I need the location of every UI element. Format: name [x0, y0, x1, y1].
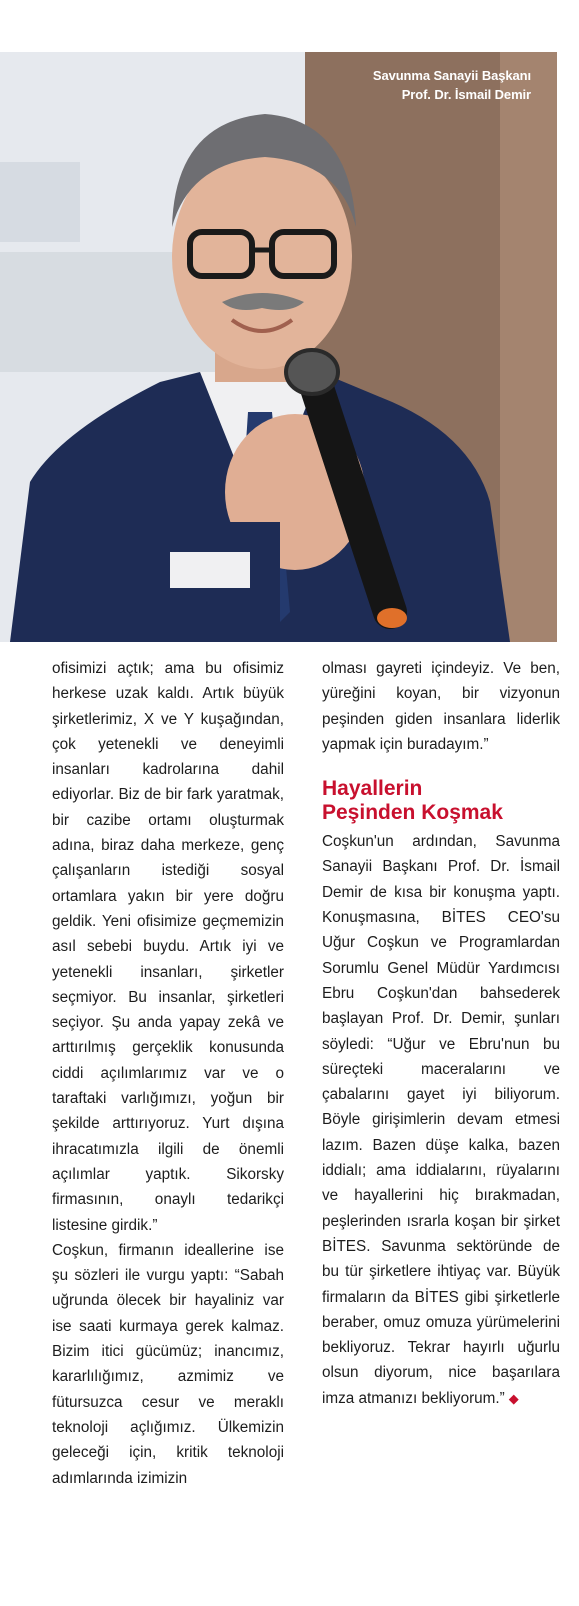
article-paragraph-text: Coşkun'un ardından, Savunma Sanayii Başkanı Prof. Dr. İsmail Demir de kısa bir konuşma yaptı. Konuşmasına, BİTES CEO'su Uğur Coşkun ve Programlardan Sorumlu Genel Müdür Yardımcısı Ebru Coşkun'dan bahsederek başlayan Prof. Dr. Demir, şunları söyledi: “Uğur ve Ebru'nun bu süreçteki maceralarını ve çabalarını gayet iyi biliyorum. Böyle girişimlerin devam etmesi lazım. Bazen düşe kalka, bazen iddialı; ama iddialarını, rüyalarını ve hayallerini hiç bırakmadan, peşlerinden ısrarla koşan bir şirket BİTES. Savunma sektöründe de bu tür şirketlere ihtiyaç var. Büyük firmaların da BİTES gibi şirketlerle beraber, omuz omuza yürümelerini bekliyoruz. Tekrar hayırlı uğurlu olsun diyorum, nice başarılara imza atmanızı bekliyorum.”: [322, 833, 560, 1407]
section-heading: [322, 777, 560, 825]
article-paragraph: olması gayreti içindeyiz. Ve ben, yüreğini koyan, bir vizyonun peşinden giden insanlara liderlik yapmak için buradayım.”: [322, 660, 560, 753]
article-paragraph: [322, 829, 560, 1411]
article-paragraph: ofisimizi açtık; ama bu ofisimiz herkese uzak kaldı. Artık büyük şirketlerimiz, X ve Y kuşağından, çok yetenekli ve deneyimli insanları kadrolarına dahil ediyorlar. Biz de bir fark yaratmak, bir cazibe ortamı oluşturmak adına, biraz daha merkeze, genç çalışanların istediği sosyal ortamlara yakın bir yere doğru geldik. Yeni ofisimize geçmemizin asıl sebebi buydu. Artık iyi ve yetenekli insanları, şirketler seçmiyor. Bu insanlar, şirketleri seçiyor. Şu anda yapay zekâ ve arttırılmış gerçeklik konusunda ciddi açılımlarımız var ve o taraftaki varlığımızı, yoğun bir şekilde arttırıyoruz. Yurt dışına ihracatımızla ilgili de önemli açılımlar yaptık. Sikorsky firmasının, onaylı tedarikçi listesine girdik.”: [52, 660, 284, 1234]
section-heading-line: Peşinden Koşmak: [322, 801, 503, 825]
article-column-left: [52, 656, 284, 1491]
speaker-illustration: [0, 52, 557, 642]
caption-name: Prof. Dr. İsmail Demir: [401, 87, 531, 102]
article-column-right: [322, 656, 560, 1411]
caption-title: Savunma Sanayii Başkanı: [372, 68, 531, 83]
photo-caption: [373, 66, 531, 104]
speaker-photo: [0, 52, 557, 642]
section-heading-line: Hayallerin: [322, 777, 423, 801]
end-mark-icon: ◆: [508, 1390, 519, 1406]
article-paragraph: Coşkun, firmanın ideallerine ise şu sözleri ile vurgu yaptı: “Sabah uğrunda ölecek bir hayaliniz var ise saati kurmaya gerek kalmaz. Bizim itici gücümüz; inancımız, kararlılığımız, azmimiz ve fütursuzca cesur ve meraklı teknoloji açlığımız. Ülkemizin geleceği için, kritik teknoloji adımlarında izimizin: [52, 1241, 284, 1487]
